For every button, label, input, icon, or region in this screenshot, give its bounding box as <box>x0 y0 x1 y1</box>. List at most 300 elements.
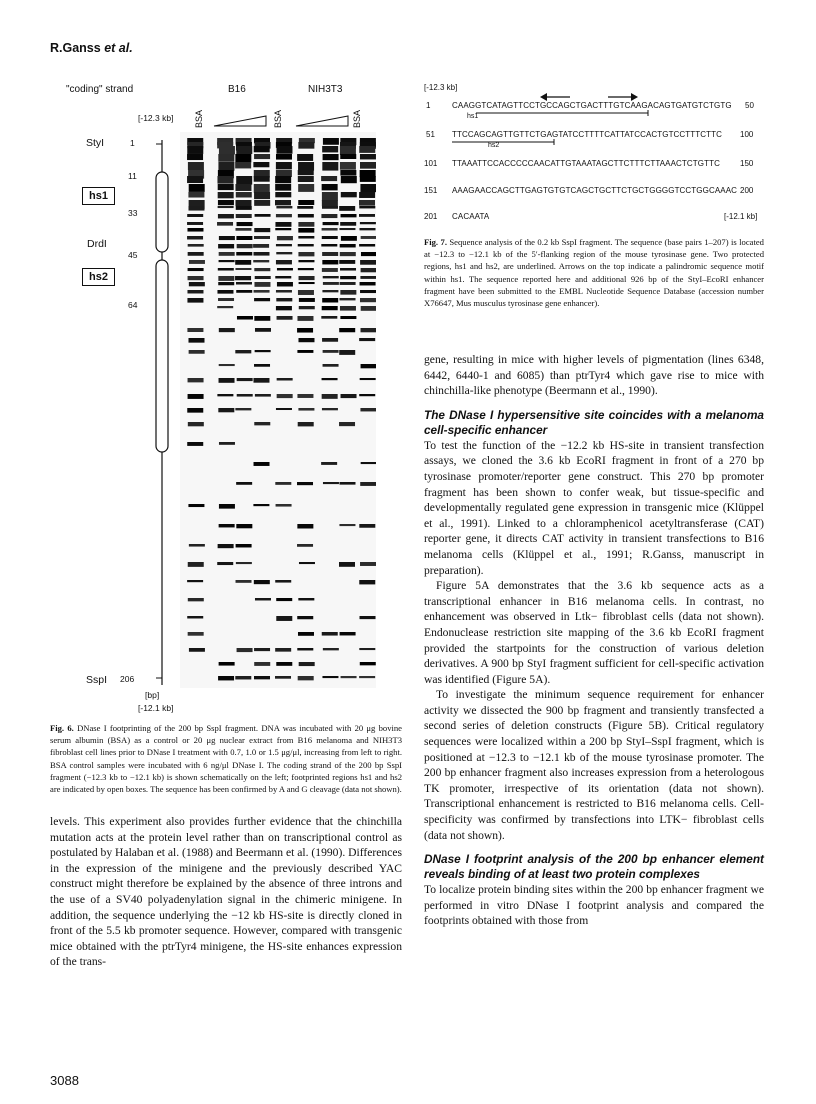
gel-band <box>188 598 204 601</box>
seq-row-text: CAAGGTCATAGTTCCTGCCAGCTGACTTTGTCAAGACAGTGATGTCTGTG <box>452 101 732 110</box>
gel-band <box>236 290 252 293</box>
gel-band <box>235 184 251 191</box>
gel-band <box>359 192 375 198</box>
gel-band <box>187 328 203 332</box>
gel-band <box>217 562 233 565</box>
gel-band <box>255 328 271 332</box>
gel-band <box>218 268 234 271</box>
gel-band <box>236 282 252 285</box>
gel-band <box>340 170 356 176</box>
gel-band <box>189 544 205 547</box>
gel-band <box>298 244 314 246</box>
gel-band <box>275 192 291 197</box>
gel-band <box>276 170 292 177</box>
gel-band <box>359 214 375 217</box>
gel-band <box>298 338 314 342</box>
seq-row-text: CACAATA <box>452 212 490 221</box>
gel-band <box>275 184 291 191</box>
hs2-seq-label: hs2 <box>488 142 500 149</box>
gel-band <box>323 350 339 353</box>
gel-band <box>298 176 314 182</box>
gel-band <box>217 290 233 294</box>
site-sspi-label: SspI <box>86 674 108 686</box>
gel-band <box>187 214 203 217</box>
gel-band <box>235 162 251 168</box>
gel-band <box>276 616 292 621</box>
seq-row-start: 201 <box>424 212 438 221</box>
gel-band <box>275 176 291 183</box>
gel-band <box>254 676 270 679</box>
gel-band <box>340 316 356 319</box>
gel-band <box>218 154 234 162</box>
gel-band <box>235 200 251 206</box>
gel-band <box>237 394 253 397</box>
gel-band <box>298 200 314 205</box>
gel-band <box>297 648 313 650</box>
gel-band <box>276 260 292 264</box>
bp-unit-label: [bp] <box>145 690 160 700</box>
seq-row-text: TTAAATTCCACCCCCAACATTGTAAATAGCTTCTTTCTTAAACTCTGTTC <box>452 159 720 168</box>
gel-band <box>236 252 252 256</box>
gel-band <box>323 648 339 650</box>
gel-band <box>255 214 271 217</box>
gel-band <box>254 290 270 293</box>
gel-band <box>359 146 375 153</box>
gel-band <box>297 206 313 209</box>
gel-band <box>188 394 204 399</box>
gel-band <box>322 378 338 380</box>
gel-band <box>322 236 338 239</box>
seq-row-start: 151 <box>424 186 438 195</box>
gel-band <box>254 268 270 271</box>
gel-band <box>361 236 376 239</box>
lane-bsa-label: BSA <box>194 109 204 128</box>
gel-band <box>236 482 252 485</box>
gel-band <box>323 138 339 145</box>
gel-band <box>188 422 204 426</box>
tick-206-label: 206 <box>120 674 135 684</box>
gel-band <box>297 616 313 619</box>
fig6-caption-text: DNase I footprinting of the 200 bp SspI fragment. DNA was incubated with 20 μg bovine serum albumin (BSA) as a control or 20 μg nuclear extract from B16 melanoma and NIH3T3 fibroblast cell lines prior to DNase I treatment with 0.7, 1.0 or 1.5 μg/μl, increasing from left to right. BSA control samples were incubated with 6 ng/μl DNase I. The coding strand of the 200 bp SspI fragment (−12.3 kb to −12.1 kb) is shown schematically on the left; footprinted regions hs1 and hs2 are indicated by open boxes. The sequence has been confirmed by A and G cleavage (data not shown). <box>50 723 402 795</box>
gel-band <box>322 408 338 410</box>
running-head-etal: et al. <box>104 41 133 55</box>
gel-band <box>218 298 234 301</box>
tick-1-label: 1 <box>130 138 135 148</box>
hs1-region-box <box>156 172 168 252</box>
gel-band <box>187 154 203 160</box>
gel-band <box>187 236 203 239</box>
gel-band <box>254 282 270 287</box>
gel-band <box>322 338 338 342</box>
gel-band <box>322 206 338 209</box>
gel-band <box>254 364 270 367</box>
gel-band <box>276 290 292 293</box>
gel-band <box>340 154 356 159</box>
gel-band <box>321 176 337 181</box>
gel-band <box>297 316 313 321</box>
gel-band <box>360 228 376 230</box>
gel-band <box>188 244 204 247</box>
gel-band <box>298 222 314 227</box>
gel-band <box>361 252 376 256</box>
fig6-caption-label: Fig. 6. <box>50 723 74 733</box>
gel-band <box>188 632 204 636</box>
section-heading: The DNase I hypersensitive site coincides with a melanoma cell-specific enhancer <box>424 407 764 437</box>
gel-band <box>189 282 205 286</box>
gel-band <box>339 482 355 485</box>
gel-band <box>340 276 356 279</box>
paragraph: To investigate the minimum sequence requirement for enhancer activity we dissected the 900 bp fragment and transiently transfected a second series of deletion constructs (Figure 5B). Critical regulatory sequences were localized within a 200 bp StyI–SspI fragment, which is positioned at −12.3 to −12.1 kb of the mouse tyrosinase promoter. The 200 bp enhancer fragment also increases expression from a heterologous TK promoter, irrespective of its orientation (data not shown). Transcriptional enhancement is restricted to B16 melanoma cells. Cell-specificity was confirmed by transfections into LTK− fibroblast cells (data not shown). <box>424 688 764 842</box>
gel-band <box>188 276 204 280</box>
gel-band <box>218 200 234 205</box>
gel-band <box>235 260 251 265</box>
gel-band <box>275 228 291 230</box>
gel-band <box>322 184 338 190</box>
gel-band <box>219 524 235 527</box>
gel-band <box>276 214 292 217</box>
paragraph: To localize protein binding sites within the 200 bp enhancer fragment we performed in vitro DNase I footprint analysis and compared the footprints obtained with those from <box>424 883 764 928</box>
running-head <box>50 41 133 55</box>
gel-band <box>235 154 251 162</box>
gel-band <box>237 316 253 320</box>
gel-band <box>218 192 234 198</box>
gel-band <box>322 394 338 399</box>
gel-band <box>297 482 313 485</box>
gel-band <box>341 676 357 678</box>
gel-band <box>299 662 315 666</box>
gel-band <box>219 236 235 240</box>
gel-band <box>236 562 252 564</box>
gel-band <box>188 162 204 170</box>
gel-band <box>219 504 235 509</box>
lane-bsa-label: BSA <box>352 109 362 128</box>
hs1-seq-label: hs1 <box>467 113 479 120</box>
gel-band <box>277 236 293 240</box>
gel-band <box>189 206 205 211</box>
gel-band <box>189 184 205 192</box>
gel-band <box>360 482 376 486</box>
gel-band <box>298 422 314 426</box>
paragraph: Figure 5A demonstrates that the 3.6 kb sequence acts as a transcriptional enhancer in B16 melanoma cells. In contrast, no enhancement was observed in Ltk− fibroblast cells (data not shown). Endonuclease restriction site mapping of the 3.6 kb EcoRI fragment provided the startpoints for the construction of various deletion derivatives. A 900 bp StyI fragment sufficient for cell-specific activation was identified (Figure 5A). <box>424 579 764 686</box>
gel-band <box>237 244 253 248</box>
gel-band <box>218 276 234 281</box>
gel-band <box>276 598 292 601</box>
right-arrow-head-icon <box>631 93 638 101</box>
dnase-wedge-b16 <box>214 116 266 126</box>
gel-band <box>361 328 376 332</box>
gel-band <box>277 316 293 320</box>
gel-band <box>254 316 270 321</box>
gel-band <box>187 290 203 293</box>
gel-band <box>340 244 356 247</box>
gel-band <box>217 394 233 396</box>
gel-band <box>341 214 357 217</box>
tick-11-label: 11 <box>128 171 137 181</box>
gel-band <box>236 524 252 528</box>
gel-band <box>299 298 315 302</box>
hs1-box: hs1 <box>82 187 115 205</box>
gel-band <box>276 408 292 410</box>
gel-band <box>188 378 204 382</box>
gel-band <box>254 228 270 232</box>
seq-row-start: 101 <box>424 159 438 168</box>
gel-band <box>298 290 314 295</box>
gel-band <box>360 154 376 159</box>
gel-band <box>254 236 270 239</box>
gel-band <box>217 176 233 184</box>
gel-band <box>360 408 376 411</box>
site-styi-label: StyI <box>86 137 105 149</box>
gel-band <box>219 260 235 262</box>
gel-band <box>359 206 375 208</box>
gel-band <box>339 422 355 426</box>
gel-band <box>236 192 252 197</box>
gel-band <box>276 298 292 301</box>
gel-band <box>297 350 313 353</box>
gel-band <box>299 562 315 564</box>
gel-band <box>188 268 204 271</box>
gel-band <box>218 206 234 208</box>
gel-band <box>341 236 357 241</box>
gel-band <box>275 200 291 205</box>
gel-band <box>277 268 293 270</box>
gel-band <box>235 676 251 679</box>
gel-band <box>187 408 203 413</box>
gel-band <box>297 328 313 333</box>
gel-band <box>254 648 270 651</box>
gel-band <box>235 276 251 280</box>
page-number: 3088 <box>50 1073 79 1088</box>
gel-band <box>255 276 271 279</box>
gel-band <box>253 260 269 262</box>
seq-row-end: 50 <box>745 101 754 110</box>
gel-band <box>340 282 356 285</box>
gel-band <box>298 214 314 217</box>
tick-45-label: 45 <box>128 250 138 260</box>
gel-band <box>189 648 205 652</box>
gel-band <box>254 192 270 199</box>
gel-band <box>298 676 314 680</box>
gel-band <box>322 260 338 264</box>
gel-band <box>322 228 338 231</box>
gel-band <box>254 154 270 159</box>
gel-band <box>360 290 376 293</box>
gel-band <box>254 462 270 466</box>
gel-band <box>254 146 270 152</box>
gel-band <box>298 268 314 270</box>
coding-strand-label: "coding" strand <box>66 84 134 95</box>
gel-band <box>322 162 338 171</box>
gel-band <box>298 228 314 233</box>
gel-band <box>359 200 375 206</box>
gel-band <box>298 632 314 636</box>
gel-band <box>339 206 355 211</box>
gel-band <box>188 504 204 507</box>
gel-band <box>275 648 291 652</box>
gel-band <box>275 222 291 227</box>
dnase-wedge-nih3t3 <box>296 116 348 126</box>
fig7-range-end: [-12.1 kb] <box>724 212 758 221</box>
gel-band <box>236 544 252 547</box>
gel-band <box>359 648 375 650</box>
gel-band <box>187 616 203 618</box>
gel-band <box>341 394 357 398</box>
gel-band <box>253 378 269 383</box>
gel-band <box>297 394 313 398</box>
gel-band <box>217 222 233 226</box>
gel-band <box>235 228 251 231</box>
seq-row-end: 150 <box>740 159 754 168</box>
gel-band <box>187 222 203 225</box>
gel-band <box>339 524 355 526</box>
gel-band <box>361 268 376 272</box>
seq-row-start: 51 <box>426 130 435 139</box>
gel-band <box>340 268 356 271</box>
gel-band <box>340 298 356 300</box>
gel-band <box>298 162 314 171</box>
hs2-box: hs2 <box>82 268 115 286</box>
left-body-text <box>50 814 402 970</box>
gel-band <box>323 482 339 484</box>
gel-band <box>339 228 355 230</box>
gel-band <box>359 244 375 247</box>
gel-band <box>298 252 314 256</box>
gel-band <box>341 192 357 197</box>
gel-band <box>298 260 314 262</box>
gel-band <box>218 282 234 285</box>
gel-band <box>218 214 234 218</box>
range-top-label: [-12.3 kb] <box>138 113 174 123</box>
gel-band <box>236 206 252 210</box>
seq-row-text: AAAGAACCAGCTTGAGTGTGTCAGCTGCTTCTGCTGGGGTCCTGGCAAAC <box>452 186 738 195</box>
gel-band <box>187 176 203 183</box>
gel-band <box>189 350 205 354</box>
seq-row-text: TTCCAGCAGTTGTTCTGAGTATCCTTTTCATTATCCACTGTCCTTTCTTC <box>452 130 722 139</box>
gel-band <box>322 306 338 310</box>
gel-band <box>187 298 203 303</box>
gel-band <box>361 306 376 311</box>
gel-band <box>276 504 292 507</box>
gel-band <box>360 616 376 619</box>
gel-band <box>236 214 252 218</box>
tick-64-label: 64 <box>128 300 138 310</box>
gel-band <box>276 244 292 246</box>
gel-band <box>189 260 205 264</box>
gel-band <box>322 298 338 302</box>
gel-band <box>253 162 269 167</box>
gel-band <box>219 662 235 666</box>
gel-band <box>359 338 375 341</box>
gel-band <box>253 252 269 256</box>
left-arrow-head-icon <box>540 93 547 101</box>
gel-band <box>341 176 357 183</box>
gel-band <box>255 598 271 600</box>
gel-band <box>322 200 338 206</box>
fig6-caption <box>50 722 402 795</box>
gel-band <box>218 244 234 248</box>
dnase-gradient-wedges <box>200 100 380 136</box>
gel-band <box>235 408 251 410</box>
gel-band <box>253 504 269 506</box>
gel-band <box>322 676 338 678</box>
gel-band <box>360 162 376 169</box>
gel-band <box>321 462 337 465</box>
gel-band <box>322 290 338 292</box>
gel-band <box>219 442 235 445</box>
gel-band <box>276 662 292 666</box>
gel-band <box>340 306 356 311</box>
gel-band <box>340 252 356 256</box>
gel-band <box>219 328 235 332</box>
gel-band <box>359 580 375 584</box>
gel-band <box>219 146 235 154</box>
gel-band <box>298 408 314 411</box>
gel-band <box>322 268 338 272</box>
gel-band <box>187 146 203 154</box>
gel-band <box>298 170 314 175</box>
gel-band <box>340 222 356 226</box>
gel-band <box>218 544 234 548</box>
gel-band <box>276 154 292 160</box>
gel-band <box>339 350 355 355</box>
gel-band <box>218 162 234 171</box>
gel-band <box>219 378 235 383</box>
hs2-region-box <box>156 260 168 452</box>
lane-bsa-label: BSA <box>273 109 283 128</box>
gel-band <box>360 298 376 302</box>
fig7-caption-label: Fig. 7. <box>424 237 447 247</box>
gel-band <box>323 222 339 225</box>
gel-band <box>276 162 292 169</box>
gel-band <box>276 306 292 310</box>
gel-band <box>360 184 376 192</box>
gel-band <box>360 176 376 182</box>
gel-band <box>299 276 315 280</box>
gel-band <box>218 184 234 190</box>
gel-band <box>254 184 270 193</box>
gel-band <box>276 206 292 208</box>
gel-band <box>323 154 339 160</box>
gel-band <box>276 146 292 154</box>
section-heading: DNase I footprint analysis of the 200 bp enhancer element reveals binding of at least two protein complexes <box>424 852 764 882</box>
seq-row-end: 100 <box>740 130 754 139</box>
gel-band <box>340 290 356 295</box>
gel-band <box>361 462 376 464</box>
fig7-caption-text: Sequence analysis of the 0.2 kb SspI fragment. The sequence (base pairs 1–207) is located at −12.3 to −12.1 kb of the 5′-flanking region of the mouse tyrosinase gene. Two protected regions, hs1 and hs2, are underlined. Arrows on the top indicate a palindromic sequence motif within hs1. The sequence reported here and additional 926 bp of the StyI–EcoRI enhancer fragment have been submitted to the EMBL Nucleotide Sequence Database (accession number X76647, Mus musculus tyrosinase gene enhancer). <box>424 237 764 309</box>
gel-band <box>359 676 375 678</box>
gel-band <box>219 364 235 366</box>
gel-band <box>359 394 375 396</box>
gel-band <box>297 154 313 161</box>
gel-band <box>237 648 253 652</box>
gel-band <box>322 252 338 256</box>
gel-band <box>340 162 356 170</box>
gel-band <box>237 378 253 381</box>
gel-band <box>298 142 314 149</box>
gel-band <box>339 328 355 332</box>
gel-band <box>255 350 271 352</box>
tick-33-label: 33 <box>128 208 138 218</box>
gel-band <box>321 244 337 246</box>
gel-band <box>277 282 293 286</box>
gel-band <box>360 562 376 566</box>
gel-band <box>254 176 270 182</box>
gel-band <box>236 580 252 583</box>
gel-band <box>322 632 338 636</box>
gel-band <box>299 306 315 309</box>
gel-band <box>323 276 339 278</box>
gel-band <box>298 236 314 239</box>
